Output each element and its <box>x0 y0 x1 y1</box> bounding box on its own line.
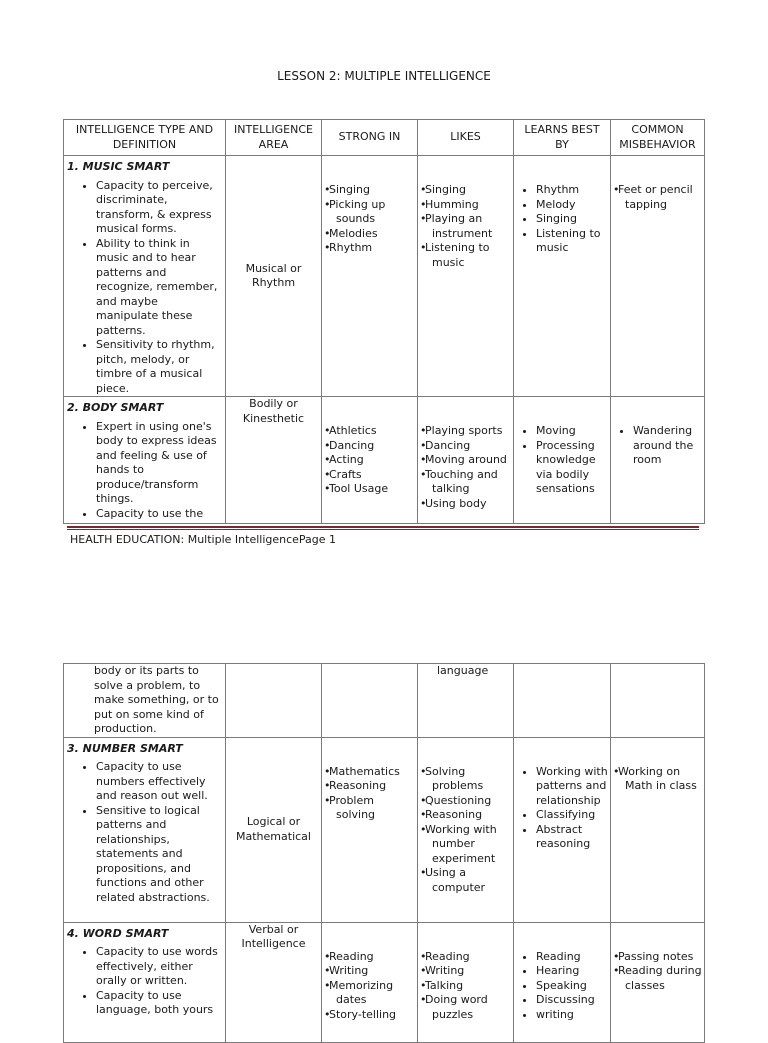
list-item: • Passing notes <box>613 950 702 965</box>
list-item: • Capacity to perceive, discriminate, transform, & express musical forms. <box>96 179 223 237</box>
list-item: • Ability to think in music and to hear patterns and recognize, remember, and maybe manipulate these patterns. <box>96 237 223 339</box>
body-definition-continued <box>64 664 226 738</box>
body-strong-cell <box>322 397 418 524</box>
header-learns: LEARNS BEST BY <box>514 120 611 156</box>
body-definition-cell <box>64 397 226 524</box>
list-item: • Discussing <box>536 993 608 1008</box>
list-item: • Melodies <box>324 227 415 242</box>
list-item: • Acting <box>324 453 415 468</box>
list-item: • Moving around <box>420 453 511 468</box>
body-likes-cell <box>418 397 514 524</box>
table-row <box>64 664 705 738</box>
list-item: • Mathematics <box>324 765 415 780</box>
music-strong-cell <box>322 156 418 397</box>
header-area: INTELLIGENCE AREA <box>226 120 322 156</box>
list-item: • Story-telling <box>324 1008 415 1023</box>
word-misbehavior-cell <box>611 922 705 1042</box>
table-row <box>64 397 705 524</box>
list-item: • Questioning <box>420 794 511 809</box>
list-item: • Singing <box>536 212 608 227</box>
list-item: • Rhythm <box>536 183 608 198</box>
header-likes: LIKES <box>418 120 514 156</box>
list-item: • Feet or pencil tapping <box>613 183 702 212</box>
empty-cell <box>322 664 418 738</box>
list-item: • Reading during classes <box>613 964 702 993</box>
word-definition-cell <box>64 922 226 1042</box>
list-item: • Tool Usage <box>324 482 415 497</box>
table-row <box>64 156 705 397</box>
list-item: • Writing <box>420 964 511 979</box>
number-learns-cell <box>514 737 611 922</box>
list-item: • Touching and talking <box>420 468 511 497</box>
list-item: • Playing an instrument <box>420 212 511 241</box>
word-title: 4. WORD SMART <box>67 926 169 940</box>
list-item: • Singing <box>420 183 511 198</box>
body-likes-continued <box>418 664 514 738</box>
list-item: • Reasoning <box>324 779 415 794</box>
list-item: • Reading <box>420 950 511 965</box>
list-item: • Melody <box>536 198 608 213</box>
number-definition-cell <box>64 737 226 922</box>
list-item: • Problem solving <box>324 794 415 823</box>
music-title: 1. MUSIC SMART <box>67 160 170 173</box>
list-item: • Abstract reasoning <box>536 823 608 852</box>
list-item: • Processing knowledge via bodily sensations <box>536 439 608 497</box>
header-misbehavior: COMMON MISBEHAVIOR <box>611 120 705 156</box>
number-likes-cell <box>418 737 514 922</box>
list-item: • Picking up sounds <box>324 198 415 227</box>
list-item: • Listening to music <box>420 241 511 270</box>
header-row <box>64 120 705 156</box>
body-area: Bodily or Kinesthetic <box>226 397 322 524</box>
page-title: LESSON 2: MULTIPLE INTELLIGENCE <box>277 69 491 83</box>
body-learns-cell <box>514 397 611 524</box>
music-area: Musical or Rhythm <box>226 156 322 397</box>
footer-divider <box>67 526 699 530</box>
number-misbehavior-cell <box>611 737 705 922</box>
list-item: • Dancing <box>420 439 511 454</box>
word-learns-cell <box>514 922 611 1042</box>
list-item: • Using a computer <box>420 866 511 895</box>
number-area: Logical or Mathematical <box>226 737 322 922</box>
list-item: • Sensitive to logical patterns and relationships, statements and propositions, and functions and other related abstractions. <box>96 804 223 906</box>
list-item: • Working with number experiment <box>420 823 511 867</box>
list-item: • Memorizing dates <box>324 979 415 1008</box>
number-title: 3. NUMBER SMART <box>67 741 183 755</box>
list-item: • writing <box>536 1008 608 1023</box>
continued-text: body or its parts to solve a problem, to make something, or to put on some kind of production. <box>94 664 219 735</box>
list-item: • Capacity to use language, both yours <box>96 989 223 1018</box>
list-item: • Reasoning <box>420 808 511 823</box>
list-item: • Playing sports <box>420 424 511 439</box>
word-strong-cell <box>322 922 418 1042</box>
header-strong: STRONG IN <box>322 120 418 156</box>
list-item: • Capacity to use numbers effectively and reason out well. <box>96 760 223 804</box>
list-item: • Capacity to use words effectively, either orally or written. <box>96 945 223 989</box>
body-misbehavior-cell <box>611 397 705 524</box>
empty-cell <box>226 664 322 738</box>
word-likes-cell <box>418 922 514 1042</box>
table-row <box>64 922 705 1042</box>
table-row <box>64 737 705 922</box>
music-definition-cell <box>64 156 226 397</box>
list-item: • Wandering around the room <box>633 424 702 468</box>
list-item: • Working with patterns and relationship <box>536 765 608 809</box>
list-item: • Doing word puzzles <box>420 993 511 1022</box>
music-misbehavior-cell <box>611 156 705 397</box>
list-item: • Singing <box>324 183 415 198</box>
list-item: • Humming <box>420 198 511 213</box>
list-item: • Hearing <box>536 964 608 979</box>
continued-text: language <box>437 664 489 677</box>
body-title: 2. BODY SMART <box>67 401 164 414</box>
intelligence-table-page-2 <box>63 663 705 1043</box>
list-item: • Writing <box>324 964 415 979</box>
list-item: • Crafts <box>324 468 415 483</box>
list-item: • Speaking <box>536 979 608 994</box>
list-item: • Athletics <box>324 424 415 439</box>
list-item: • Solving problems <box>420 765 511 794</box>
list-item: • Moving <box>536 424 608 439</box>
list-item: • Reading <box>536 950 608 965</box>
list-item: • Talking <box>420 979 511 994</box>
list-item: • Dancing <box>324 439 415 454</box>
list-item: • Working on Math in class <box>613 765 702 794</box>
list-item: • Classifying <box>536 808 608 823</box>
list-item: • Listening to music <box>536 227 608 256</box>
list-item: • Using body <box>420 497 511 512</box>
empty-cell <box>514 664 611 738</box>
empty-cell <box>611 664 705 738</box>
intelligence-table-page-1 <box>63 119 705 524</box>
list-item: • Sensitivity to rhythm, pitch, melody, or timbre of a musical piece. <box>96 338 223 396</box>
list-item: • Expert in using one's body to express ideas and feeling & use of hands to produce/transform things. <box>96 420 223 507</box>
number-strong-cell <box>322 737 418 922</box>
list-item: • Rhythm <box>324 241 415 256</box>
music-likes-cell <box>418 156 514 397</box>
word-area: Verbal or Intelligence <box>226 922 322 1042</box>
list-item: • Reading <box>324 950 415 965</box>
header-type: INTELLIGENCE TYPE AND DEFINITION <box>64 120 226 156</box>
list-item: • Capacity to use the <box>96 507 223 522</box>
page-footer: HEALTH EDUCATION: Multiple IntelligencePage 1 <box>70 533 337 546</box>
music-learns-cell <box>514 156 611 397</box>
